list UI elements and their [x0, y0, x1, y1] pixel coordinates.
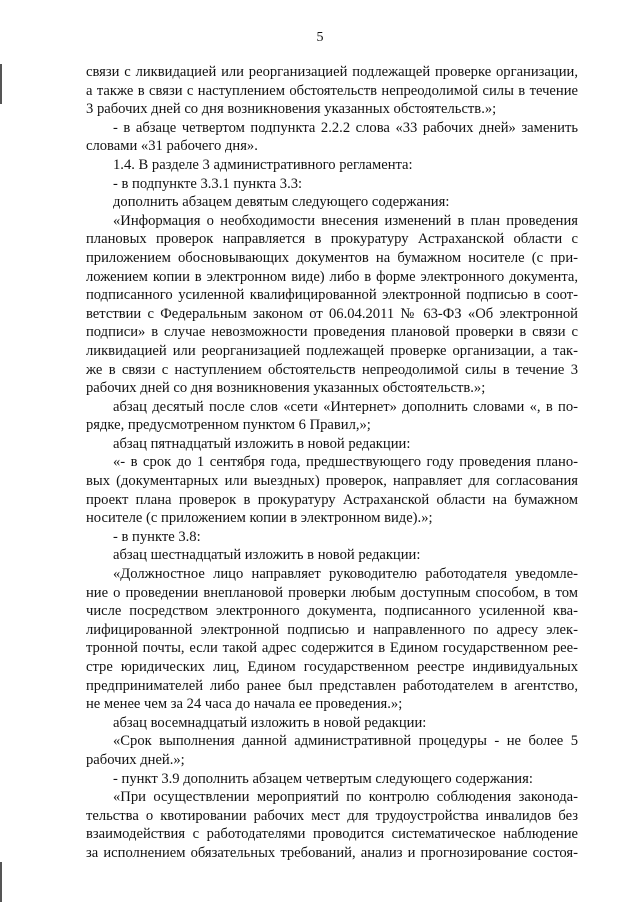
text-line: дополнить абзацем девятым следующего содержания:: [113, 194, 450, 211]
text-line: ветствии с Федеральным законом от 06.04.2011 № 63-ФЗ «Об электронной: [86, 305, 578, 322]
text-line: абзац пятнадцатый изложить в новой редакции:: [113, 435, 411, 452]
text-line: плановых проверок направляется в прокуратуру Астраханской области с: [86, 231, 578, 248]
text-line: подписанного усиленной квалифицированной электронной подписью в соот-: [86, 287, 578, 304]
text-line: - в абзаце четвертом подпункта 2.2.2 слова «33 рабочих дней» заменить: [113, 119, 578, 136]
text-line: а также в связи с наступлением обстоятельств непреодолимой силы в течение: [86, 82, 578, 99]
text-line: ние о проведении внеплановой проверки любым доступным способом, в том: [86, 584, 578, 601]
text-line: приложением обосновывающих документов на бумажном носителе (с при-: [86, 249, 578, 266]
page-number: 5: [316, 30, 324, 45]
text-line: рабочих дней со дня возникновения указанных обстоятельств.»;: [86, 380, 486, 397]
text-line: тронной почты, если такой адрес содержится в Едином государственном рее-: [86, 640, 578, 657]
text-line: «Информация о необходимости внесения изменений в план проведения: [113, 212, 578, 229]
text-line: носителе (с приложением копии в электронном виде).»;: [86, 510, 433, 527]
text-line: связи с ликвидацией или реорганизацией подлежащей проверке организации,: [86, 64, 578, 80]
text-line: ложением копии в электронном виде) либо в форме электронного документа,: [86, 268, 578, 285]
text-line: числе посредством электронного документа, подписанного усиленной ква-: [86, 603, 578, 620]
text-line: вых (документарных или выездных) проверок, направляет для согласования: [86, 473, 578, 490]
text-line: рабочих дней.»;: [86, 751, 185, 768]
text-line: ликвидацией или реорганизацией подлежащей проверке организации, а так-: [86, 342, 578, 359]
text-line: «Должностное лицо направляет руководителю работодателя уведомле-: [113, 566, 578, 583]
text-line: «Срок выполнения данной административной процедуры - не более 5: [113, 733, 578, 750]
text-line: - пункт 3.9 дополнить абзацем четвертым следующего содержания:: [113, 770, 533, 787]
text-line: «- в срок до 1 сентября года, предшествующего году проведения плано-: [113, 454, 578, 471]
text-line: - в подпункте 3.3.1 пункта 3.3:: [113, 175, 303, 192]
text-line: - в пункте 3.8:: [113, 528, 201, 545]
scan-edge-mark-bottom: [0, 862, 2, 902]
text-line: проект плана проверок в прокуратуру Астраханской области на бумажном: [86, 491, 578, 508]
text-line: 3 рабочих дней со дня возникновения указанных обстоятельств.»;: [86, 101, 497, 118]
text-line: абзац шестнадцатый изложить в новой редакции:: [113, 547, 421, 564]
text-line: подписи» в случае невозможности проведения плановой проверки в связи с: [86, 324, 578, 341]
text-line: абзац восемнадцатый изложить в новой редакции:: [113, 714, 427, 731]
text-line: взаимодействия с работодателями проводится систематическое наблюдение: [86, 826, 578, 843]
text-line: 1.4. В разделе 3 административного регламента:: [113, 156, 413, 173]
text-line: тельства о квотировании рабочих мест для трудоустройства инвалидов без: [86, 807, 578, 824]
text-line: же в связи с наступлением обстоятельств непреодолимой силы в течение 3: [86, 361, 578, 378]
scan-edge-mark-top: [0, 64, 2, 104]
text-line: рядке, предусмотренном пунктом 6 Правил,»;: [86, 417, 371, 434]
text-line: предпринимателей либо ранее был представлен работодателем в агентство,: [86, 677, 578, 694]
text-line: абзац десятый после слов «сети «Интернет» дополнить словами «, в по-: [113, 398, 578, 415]
text-line: лифицированной электронной подписью и направленного по адресу элек-: [86, 621, 578, 638]
text-line: за исполнением обязательных требований, анализ и прогнозирование состоя-: [86, 844, 578, 861]
text-line: стре юридических лиц, Едином государственном реестре индивидуальных: [86, 659, 578, 675]
text-line: не менее чем за 24 часа до начала ее проведения.»;: [86, 696, 403, 713]
text-line: «При осуществлении мероприятий по контролю соблюдения законода-: [113, 789, 578, 806]
document-body: [86, 63, 578, 863]
text-line: словами «31 рабочего дня».: [86, 138, 258, 155]
